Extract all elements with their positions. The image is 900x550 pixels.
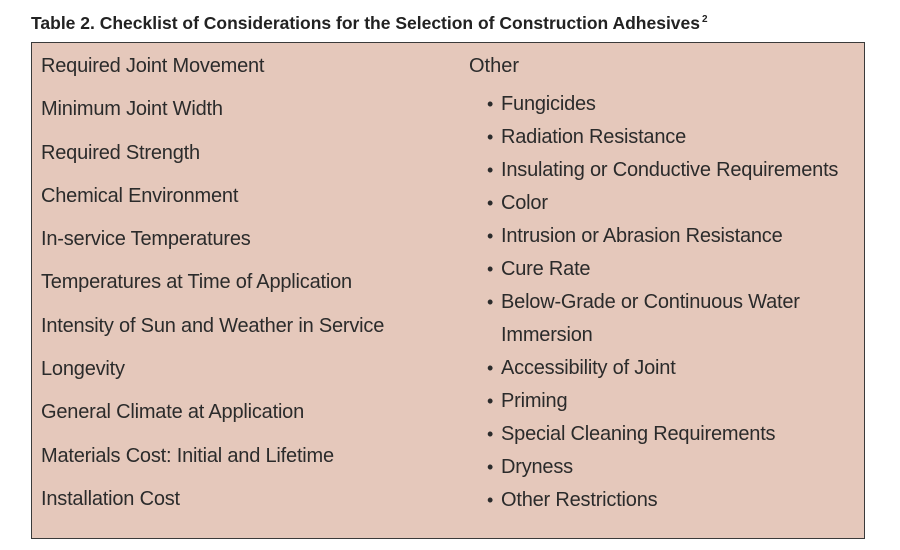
bullet-icon: • bbox=[487, 358, 494, 378]
bullet-item bbox=[469, 88, 841, 121]
bullet-icon: • bbox=[487, 259, 494, 279]
bullet-item bbox=[469, 418, 841, 451]
bullet-item bbox=[469, 484, 841, 517]
checklist-table bbox=[31, 42, 865, 539]
bullet-item bbox=[469, 385, 841, 418]
other-bullet-list bbox=[469, 88, 841, 517]
bullet-icon: • bbox=[487, 193, 494, 213]
considerations-list bbox=[41, 55, 384, 531]
list-item: Longevity bbox=[41, 358, 125, 381]
bullet-icon: • bbox=[487, 127, 494, 147]
list-item: Required Strength bbox=[41, 141, 200, 164]
list-item: Materials Cost: Initial and Lifetime bbox=[41, 444, 334, 467]
bullet-text: Accessibility of Joint bbox=[501, 357, 676, 379]
bullet-item bbox=[469, 286, 841, 352]
footnote-marker: 2 bbox=[702, 14, 708, 26]
table-caption bbox=[31, 13, 708, 34]
bullet-icon: • bbox=[487, 457, 494, 477]
other-section bbox=[469, 55, 841, 517]
bullet-text: Intrusion or Abrasion Resistance bbox=[501, 225, 783, 247]
list-item: Temperatures at Time of Application bbox=[41, 271, 352, 294]
list-item: Chemical Environment bbox=[41, 184, 239, 207]
bullet-icon: • bbox=[487, 94, 494, 114]
other-heading: Other bbox=[469, 55, 520, 77]
list-item: Minimum Joint Width bbox=[41, 98, 223, 121]
list-item: Intensity of Sun and Weather in Service bbox=[41, 314, 385, 337]
bullet-text: Special Cleaning Requirements bbox=[501, 423, 776, 445]
bullet-item bbox=[469, 352, 841, 385]
bullet-text: Dryness bbox=[501, 456, 573, 478]
list-item: Required Joint Movement bbox=[41, 55, 265, 77]
bullet-text: Fungicides bbox=[501, 93, 596, 115]
bullet-icon: • bbox=[487, 391, 494, 411]
table-title: Table 2. Checklist of Considerations for the Selection of Construction Adhesives bbox=[31, 13, 700, 33]
list-item: Installation Cost bbox=[41, 487, 180, 510]
bullet-icon: • bbox=[487, 424, 494, 444]
bullet-item bbox=[469, 253, 841, 286]
bullet-text: Other Restrictions bbox=[501, 489, 658, 511]
bullet-icon: • bbox=[487, 292, 494, 312]
bullet-icon: • bbox=[487, 226, 494, 246]
bullet-text: Priming bbox=[501, 390, 568, 412]
bullet-text: Insulating or Conductive Requirements bbox=[501, 159, 839, 181]
bullet-icon: • bbox=[487, 490, 494, 510]
bullet-text: Cure Rate bbox=[501, 258, 591, 280]
bullet-item bbox=[469, 121, 841, 154]
bullet-item bbox=[469, 451, 841, 484]
bullet-text: Radiation Resistance bbox=[501, 126, 686, 148]
bullet-text: Color bbox=[501, 192, 548, 214]
bullet-item bbox=[469, 187, 841, 220]
bullet-item bbox=[469, 220, 841, 253]
list-item: In-service Temperatures bbox=[41, 228, 251, 251]
bullet-icon: • bbox=[487, 160, 494, 180]
list-item: General Climate at Application bbox=[41, 401, 305, 424]
bullet-item bbox=[469, 154, 841, 187]
bullet-text: Below-Grade or Continuous Water Immersion bbox=[501, 291, 800, 346]
